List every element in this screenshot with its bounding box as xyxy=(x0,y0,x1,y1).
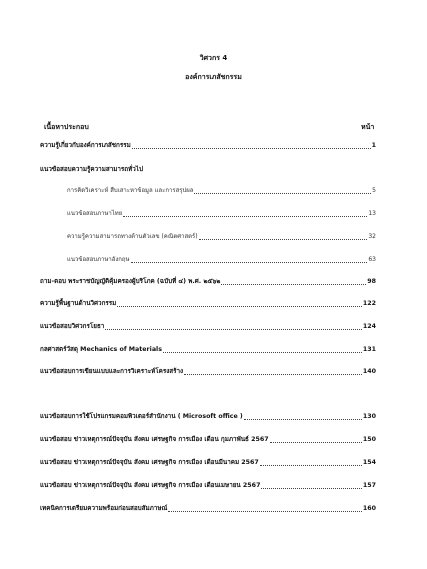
toc-entry-page: 140 xyxy=(362,368,376,375)
toc-leader-dots xyxy=(131,255,368,263)
toc-entry xyxy=(40,412,376,422)
toc-leader-dots xyxy=(117,299,362,307)
toc-entry xyxy=(67,255,376,265)
toc-entry-page: 5 xyxy=(372,187,376,194)
toc-entry xyxy=(67,186,376,196)
toc-entry xyxy=(40,504,376,514)
toc-entry-label: ความรู้พื้นฐานด้านวิศวกรรม xyxy=(40,300,117,307)
toc-entry-label: ความรู้เกี่ยวกับองค์การเภสัชกรรม xyxy=(40,142,131,149)
toc-entry xyxy=(40,458,376,468)
toc-leader-dots xyxy=(221,277,366,285)
toc-entry-label: ความรู้ความสามารถทางด้านตัวเลข (คณิตศาสตร์) xyxy=(67,233,198,240)
toc-leader-dots xyxy=(270,435,362,443)
toc-entry-page: 124 xyxy=(362,323,376,330)
toc-section-heading: แนวข้อสอบความรู้ความสามารถทั่วไป xyxy=(40,166,143,173)
toc-entry-label: แนวข้อสอบวิศวกรโยธา xyxy=(40,323,105,330)
toc-entry-page: 1 xyxy=(371,142,376,149)
toc-entry xyxy=(40,299,376,309)
toc-entry-label: แนวข้อสอบการเขียนแบบและการวิเคราะห์โครงสร้าง xyxy=(40,368,184,375)
toc-entry-label: แนวข้อสอบการใช้โปรแกรมคอมพิวเตอร์สำนักงาน ( Microsoft office ) xyxy=(40,413,243,420)
toc-entry-page: 63 xyxy=(368,256,376,263)
toc-entry xyxy=(40,322,376,332)
toc-leader-dots xyxy=(184,367,362,375)
toc-entry-page: 154 xyxy=(362,459,376,466)
toc-entry-label: แนวข้อสอบภาษาไทย xyxy=(67,210,123,217)
toc-leader-dots xyxy=(244,412,362,420)
toc-leader-dots xyxy=(168,504,362,512)
toc-entry-page: 131 xyxy=(362,346,376,353)
toc-entry-page: 157 xyxy=(362,482,376,489)
toc-entry-label: เทคนิคการเตรียมความพร้อมก่อนสอบสัมภาษณ์ xyxy=(40,505,168,512)
toc-leader-dots xyxy=(194,186,371,194)
toc-entry xyxy=(40,277,376,287)
toc-header-contents: เนื้อหาประกอบ xyxy=(44,123,89,131)
toc-entry-page: 32 xyxy=(368,233,376,240)
toc-entry-page: 150 xyxy=(362,436,376,443)
doc-title-position: วิศวกร 4 xyxy=(199,54,228,62)
toc-entry xyxy=(40,481,376,491)
toc-header-page: หน้า xyxy=(361,123,375,131)
toc-leader-dots xyxy=(199,232,368,240)
toc-entry xyxy=(40,345,376,355)
toc-entry-label: กลศาสตร์วัสดุ Mechanics of Materials xyxy=(40,346,162,353)
toc-entry-page: 13 xyxy=(368,210,376,217)
toc-entry-label: แนวข้อสอบ ข่าวเหตุการณ์ปัจจุบัน สังคม เศรษฐกิจ การเมือง เดือนเมษายน 2567 xyxy=(40,482,261,489)
toc-entry xyxy=(40,141,376,151)
toc-entry-label: แนวข้อสอบภาษาอังกฤษ xyxy=(67,256,130,263)
toc-entry-page: 160 xyxy=(362,505,376,512)
toc-entry-label: แนวข้อสอบ ข่าวเหตุการณ์ปัจจุบัน สังคม เศรษฐกิจ การเมือง เดือนมีนาคม 2567 xyxy=(40,459,259,466)
toc-entry-page: 122 xyxy=(362,300,376,307)
toc-leader-dots xyxy=(132,141,371,149)
toc-entry xyxy=(40,367,376,377)
toc-leader-dots xyxy=(260,458,362,466)
toc-leader-dots xyxy=(163,345,362,353)
toc-entry-label: การคิดวิเคราะห์ สืบเสาะหาข้อมูล และการสรุปผล xyxy=(67,187,194,194)
toc-leader-dots xyxy=(261,481,361,489)
toc-leader-dots xyxy=(123,209,367,217)
toc-entry-label: แนวข้อสอบ ข่าวเหตุการณ์ปัจจุบัน สังคม เศรษฐกิจ การเมือง เดือน กุมภาพันธ์ 2567 xyxy=(40,436,269,443)
toc-entry-page: 130 xyxy=(362,413,376,420)
toc-leader-dots xyxy=(105,322,362,330)
toc-entry xyxy=(67,232,376,242)
toc-entry-page: 98 xyxy=(367,278,376,285)
toc-entry xyxy=(40,435,376,445)
doc-title-organization: องค์การเภสัชกรรม xyxy=(185,73,242,81)
toc-entry-label: ถาม-ตอบ พระราชบัญญัติคุ้มครองผู้บริโภค (ฉบับที่ ๔) พ.ศ. ๒๕๖๒ xyxy=(40,278,221,285)
toc-entry xyxy=(67,209,376,219)
